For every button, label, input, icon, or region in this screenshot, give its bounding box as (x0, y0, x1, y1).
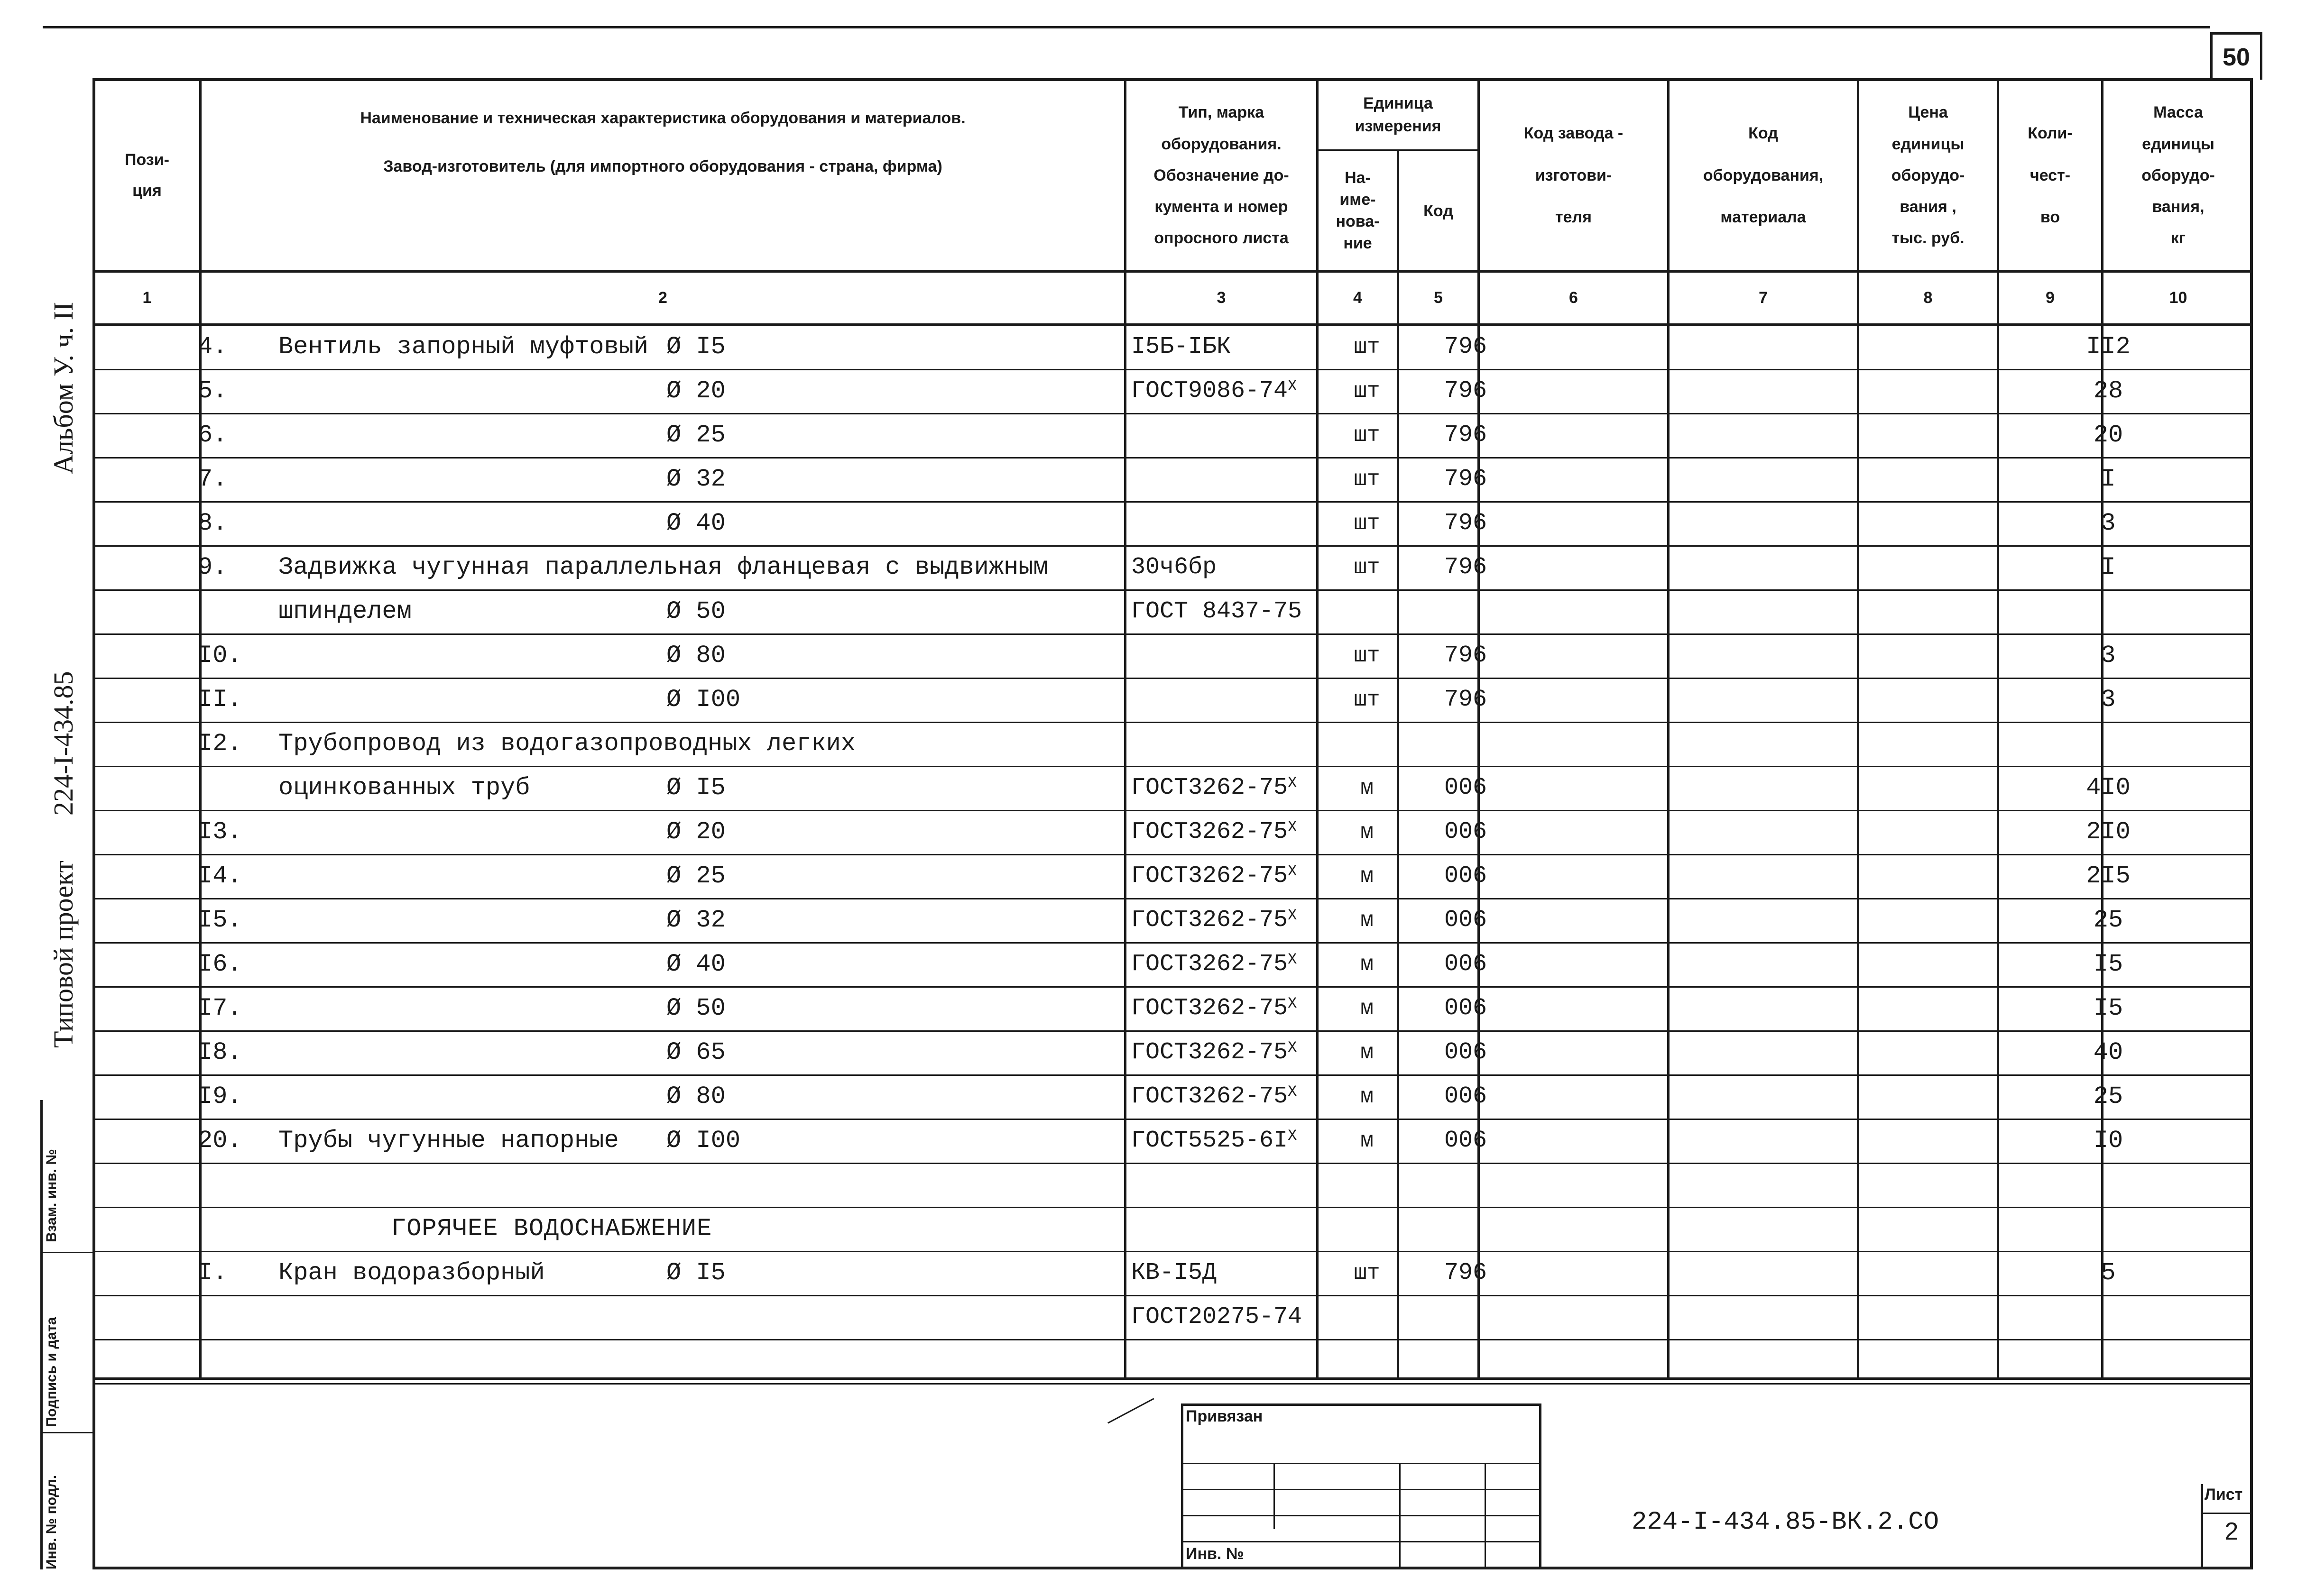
row-quantity: 3 (2101, 642, 2116, 670)
row-diameter: Ø 40 (666, 950, 726, 978)
row-code: 796 (1444, 422, 1487, 449)
table-row (92, 766, 2253, 810)
side-strip-divider (40, 1432, 92, 1433)
row-position: I8. (198, 1038, 242, 1066)
row-type (1131, 369, 1321, 413)
row-type (1131, 501, 1321, 545)
row-diameter: Ø I00 (666, 686, 741, 714)
row-unit: шт (1354, 511, 1380, 536)
row-code: 796 (1444, 333, 1487, 360)
row-type-sup: Х (1288, 377, 1297, 395)
col-number: 7 (1759, 289, 1768, 307)
row-unit: м (1360, 819, 1374, 844)
header-mass: Масса единицы оборудо- вания, кг (2141, 103, 2215, 248)
row-diameter: Ø 20 (666, 377, 726, 405)
table-row (92, 1030, 2253, 1074)
table-row (92, 633, 2253, 678)
row-code (1421, 1295, 1511, 1339)
row-name-cell (198, 545, 1123, 589)
row-quantity: I (2101, 465, 2116, 493)
col-number: 4 (1353, 289, 1362, 307)
row-position: 6. (198, 421, 228, 449)
table-row (92, 1119, 2253, 1163)
row-position: I. (198, 1259, 228, 1287)
row-name-cell (198, 589, 1123, 633)
row-name-cell (198, 633, 1123, 678)
row-code: 006 (1444, 774, 1487, 801)
row-code (1421, 589, 1511, 633)
row-type (1131, 810, 1321, 854)
row-unit: м (1360, 863, 1374, 889)
row-name-cell (198, 325, 1123, 369)
row-description: оцинкованных труб (278, 774, 530, 802)
row-type (1131, 545, 1321, 589)
row-quantity (2061, 1207, 2156, 1251)
row-unit: м (1360, 908, 1374, 933)
table-row (92, 898, 2253, 942)
row-unit: шт (1354, 1260, 1380, 1285)
row-name-cell (198, 457, 1123, 501)
table-row (92, 457, 2253, 501)
row-quantity (2061, 1339, 2156, 1383)
header-position: Пози- ция (125, 151, 169, 200)
stamp-divider (1181, 1403, 1183, 1569)
row-diameter: Ø 32 (666, 906, 726, 934)
row-description: Вентиль запорный муфтовый (278, 333, 649, 361)
row-code: 006 (1444, 1127, 1487, 1154)
header-unit-name: На- име- нова- ние (1336, 169, 1380, 252)
row-diameter: Ø I00 (666, 1127, 741, 1155)
row-position: I2. (198, 730, 242, 758)
table-row (92, 1251, 2253, 1295)
row-unit: шт (1354, 555, 1380, 580)
row-code: 796 (1444, 466, 1487, 493)
table-row (92, 589, 2253, 633)
row-type (1131, 1295, 1321, 1339)
sheet-cell-divider (2201, 1484, 2203, 1569)
document-number: 224-I-434.85-ВК.2.СО (1632, 1508, 1939, 1537)
row-type (1131, 1339, 1321, 1383)
row-quantity: 3 (2101, 509, 2116, 537)
stamp-linked-label: Привязан (1186, 1407, 1263, 1425)
row-quantity (2061, 589, 2156, 633)
row-type (1131, 898, 1321, 942)
row-name-cell (198, 1163, 1123, 1207)
row-type-text: ГОСТ3262-75 (1131, 774, 1288, 801)
row-quantity: II2 (2086, 333, 2131, 361)
row-type (1131, 722, 1321, 766)
row-diameter (666, 1163, 809, 1207)
row-type-text: КВ-I5Д (1131, 1259, 1217, 1286)
row-quantity: 25 (2093, 1082, 2123, 1110)
table-row (92, 810, 2253, 854)
row-position: I9. (198, 1082, 242, 1110)
stamp-col-line (1399, 1463, 1401, 1569)
row-description: Трубы чугунные напорные (278, 1127, 619, 1155)
row-unit (1331, 1163, 1402, 1207)
row-diameter: Ø 50 (666, 994, 726, 1022)
row-quantity (2061, 1163, 2156, 1207)
row-diameter: Ø 25 (666, 421, 726, 449)
row-unit: шт (1354, 378, 1380, 404)
row-type (1131, 1163, 1321, 1207)
row-name-cell (198, 722, 1123, 766)
table-row (92, 1295, 2253, 1339)
row-quantity: 3 (2101, 686, 2116, 714)
row-name-cell (198, 766, 1123, 810)
header-type: Тип, марка оборудования. Обозначение до- кумента и номер опросного листа (1153, 103, 1289, 248)
row-description: шпинделем (278, 597, 412, 625)
row-position: I7. (198, 994, 242, 1022)
row-name-cell (198, 1074, 1123, 1119)
row-type (1131, 633, 1321, 678)
row-unit: шт (1354, 334, 1380, 359)
sheet-label: Лист (2205, 1486, 2243, 1504)
row-type-text: ГОСТ3262-75 (1131, 995, 1288, 1022)
stamp-inv-label: Инв. № (1186, 1545, 1244, 1563)
row-diameter (666, 1295, 809, 1339)
row-name-cell (198, 1119, 1123, 1163)
row-type-sup: Х (1288, 818, 1297, 836)
table-row (92, 369, 2253, 413)
stamp-divider (1539, 1403, 1541, 1569)
side-strip-line (40, 1100, 43, 1569)
header-name: Наименование и техническая характеристика оборудования и материалов. Завод-изготовитель (для импортного оборудования - страна, фирма) (360, 109, 966, 175)
row-position: I5. (198, 906, 242, 934)
row-name-cell (198, 1339, 1123, 1383)
row-position: I4. (198, 862, 242, 890)
row-quantity (2061, 722, 2156, 766)
table-row (92, 942, 2253, 986)
row-code: 006 (1444, 907, 1487, 934)
row-type-text: 30ч6бр (1131, 554, 1217, 581)
row-diameter: Ø I5 (666, 333, 726, 361)
row-unit: м (1360, 1128, 1374, 1153)
side-field-sign: Подпись и дата (44, 1317, 59, 1427)
row-name-cell (198, 942, 1123, 986)
row-description: Задвижка чугунная параллельная фланцевая с выдвижным (278, 553, 1048, 581)
side-project-code: 224-I-434.85 (48, 671, 79, 816)
row-type-text: ГОСТ3262-75 (1131, 907, 1288, 934)
row-quantity (2061, 1295, 2156, 1339)
table-row (92, 722, 2253, 766)
row-quantity: 28 (2093, 377, 2123, 405)
row-quantity: 2I5 (2086, 862, 2131, 890)
row-type-text: ГОСТ 8437-75 (1131, 598, 1302, 625)
side-album-label: Альбом У. ч. II (48, 302, 79, 474)
row-code (1421, 722, 1511, 766)
row-diameter (666, 722, 809, 766)
row-name-cell (198, 1295, 1123, 1339)
row-description: Кран водоразборный (278, 1259, 545, 1287)
row-diameter: Ø I5 (666, 774, 726, 802)
row-type-sup: Х (1288, 995, 1297, 1012)
row-unit: м (1360, 996, 1374, 1021)
row-diameter: Ø 32 (666, 465, 726, 493)
table-row (92, 1339, 2253, 1383)
row-position: 9. (198, 553, 228, 581)
col-number: 5 (1434, 289, 1443, 307)
row-type-sup: Х (1288, 951, 1297, 968)
row-position: 7. (198, 465, 228, 493)
row-type-sup: Х (1288, 907, 1297, 924)
row-unit: шт (1354, 643, 1380, 668)
row-unit: шт (1354, 467, 1380, 492)
row-quantity: 25 (2093, 906, 2123, 934)
row-diameter (666, 545, 809, 589)
row-type-sup: Х (1288, 774, 1297, 792)
row-type (1131, 942, 1321, 986)
row-type (1131, 1030, 1321, 1074)
row-diameter: Ø 20 (666, 818, 726, 846)
row-type (1131, 854, 1321, 898)
row-code: 006 (1444, 995, 1487, 1022)
row-type (1131, 1119, 1321, 1163)
table-row (92, 1207, 2253, 1251)
table-row (92, 678, 2253, 722)
row-type-text: ГОСТ3262-75 (1131, 1083, 1288, 1110)
row-name-cell (198, 501, 1123, 545)
row-type (1131, 1251, 1321, 1295)
row-quantity: 2I0 (2086, 818, 2131, 846)
row-type-text: ГОСТ3262-75 (1131, 862, 1288, 890)
header-equipment-code: Код оборудования, материала (1703, 124, 1824, 227)
row-position: 8. (198, 509, 228, 537)
row-name-cell (198, 986, 1123, 1030)
row-position: 5. (198, 377, 228, 405)
table-row (92, 325, 2253, 369)
table-row (92, 501, 2253, 545)
row-type (1131, 986, 1321, 1030)
row-name-cell (198, 854, 1123, 898)
row-rule (92, 1383, 2253, 1385)
row-position: I0. (198, 642, 242, 670)
row-unit (1331, 589, 1402, 633)
row-code (1421, 1207, 1511, 1251)
row-quantity: 40 (2093, 1038, 2123, 1066)
row-type (1131, 413, 1321, 457)
row-position: II. (198, 686, 242, 714)
row-unit: шт (1354, 687, 1380, 712)
row-type-text: ГОСТ20275-74 (1131, 1303, 1302, 1330)
row-name-cell (198, 678, 1123, 722)
row-type (1131, 766, 1321, 810)
row-type-text: ГОСТ3262-75 (1131, 1039, 1288, 1066)
row-code: 796 (1444, 554, 1487, 581)
row-diameter: Ø 80 (666, 1082, 726, 1110)
row-type-text: ГОСТ3262-75 (1131, 951, 1288, 978)
side-field-replace: Взам. инв. № (44, 1149, 59, 1242)
header-quantity: Коли- чест- во (2028, 124, 2073, 227)
row-type (1131, 1074, 1321, 1119)
row-type-sup: Х (1288, 1039, 1297, 1056)
row-quantity: 20 (2093, 421, 2123, 449)
row-unit (1331, 1295, 1402, 1339)
stamp-top-rule (1181, 1403, 1539, 1406)
row-position: I6. (198, 950, 242, 978)
header-unit: Единица измерения (1355, 94, 1441, 135)
page-number: 50 (2210, 32, 2262, 80)
col-number: 1 (142, 289, 152, 307)
row-code: 796 (1444, 377, 1487, 404)
row-code (1421, 1163, 1511, 1207)
row-type-sup: Х (1288, 1083, 1297, 1101)
row-type-text: ГОСТ9086-74 (1131, 377, 1288, 404)
table-row (92, 545, 2253, 589)
side-field-inv: Инв. № подл. (44, 1475, 59, 1569)
row-diameter: Ø I5 (666, 1259, 726, 1287)
row-unit: шт (1354, 422, 1380, 448)
stamp-col-line (1273, 1463, 1275, 1529)
row-unit: м (1360, 952, 1374, 977)
row-quantity: 5 (2101, 1259, 2116, 1287)
row-position: 20. (198, 1127, 242, 1155)
row-code: 006 (1444, 862, 1487, 890)
col-number: 10 (2169, 289, 2187, 307)
sheet-number: 2 (2224, 1518, 2239, 1545)
row-name-cell (198, 898, 1123, 942)
row-unit (1331, 722, 1402, 766)
side-strip-divider (40, 1252, 92, 1253)
row-code (1421, 1339, 1511, 1383)
row-position: 4. (198, 333, 228, 361)
row-code: 796 (1444, 510, 1487, 537)
row-type (1131, 589, 1321, 633)
row-type (1131, 678, 1321, 722)
row-quantity: I5 (2093, 994, 2123, 1022)
row-unit: м (1360, 1040, 1374, 1065)
row-name-cell (198, 369, 1123, 413)
row-code: 006 (1444, 1083, 1487, 1110)
row-name-cell (198, 413, 1123, 457)
row-type-text: ГОСТ5525-6I (1131, 1127, 1288, 1154)
header-price: Цена единицы оборудо- вания , тыс. руб. (1891, 103, 1965, 248)
row-type (1131, 1207, 1321, 1251)
col-number: 6 (1569, 289, 1578, 307)
row-code: 006 (1444, 1039, 1487, 1066)
header-plant-code: Код завода - изготови- теля (1523, 124, 1624, 227)
side-project-type: Типовой проект (48, 861, 79, 1048)
row-quantity: I5 (2093, 950, 2123, 978)
row-unit (1331, 1339, 1402, 1383)
row-type-text: I5Б-IБК (1131, 333, 1231, 360)
row-quantity: 4I0 (2086, 774, 2131, 802)
row-unit: м (1360, 775, 1374, 800)
row-quantity: I0 (2093, 1127, 2123, 1155)
row-description: Трубопровод из водогазопроводных легких (278, 730, 856, 758)
row-code: 796 (1444, 1259, 1487, 1286)
row-diameter (666, 1339, 809, 1383)
row-diameter (666, 1207, 809, 1251)
table-row (92, 1163, 2253, 1207)
col-number: 3 (1217, 289, 1226, 307)
top-rule (43, 26, 2210, 28)
row-quantity: I (2101, 553, 2116, 581)
header-unit-code: Код (1423, 202, 1453, 220)
row-name-cell (198, 1030, 1123, 1074)
row-type-text: ГОСТ3262-75 (1131, 818, 1288, 845)
table-row (92, 986, 2253, 1030)
row-type-sup: Х (1288, 1127, 1297, 1145)
row-diameter: Ø 40 (666, 509, 726, 537)
section-title: ГОРЯЧЕЕ ВОДОСНАБЖЕНИЕ (391, 1215, 712, 1243)
row-code: 006 (1444, 951, 1487, 978)
row-code: 796 (1444, 686, 1487, 713)
table-row (92, 854, 2253, 898)
table-row (92, 1074, 2253, 1119)
row-type-sup: Х (1288, 862, 1297, 880)
row-name-cell (198, 1251, 1123, 1295)
table-row (92, 413, 2253, 457)
row-code: 006 (1444, 818, 1487, 845)
row-unit: м (1360, 1084, 1374, 1109)
stamp-col-line (1485, 1463, 1486, 1569)
row-code: 796 (1444, 642, 1487, 669)
sheet-cell-divider (2201, 1513, 2253, 1514)
row-type (1131, 325, 1321, 369)
row-unit (1331, 1207, 1402, 1251)
col-number: 8 (1923, 289, 1933, 307)
row-name-cell (198, 810, 1123, 854)
row-diameter: Ø 65 (666, 1038, 726, 1066)
row-position: I3. (198, 818, 242, 846)
col-number: 9 (2046, 289, 2055, 307)
row-diameter: Ø 80 (666, 642, 726, 670)
row-diameter: Ø 50 (666, 597, 726, 625)
col-number: 2 (658, 289, 667, 307)
row-type (1131, 457, 1321, 501)
row-diameter: Ø 25 (666, 862, 726, 890)
